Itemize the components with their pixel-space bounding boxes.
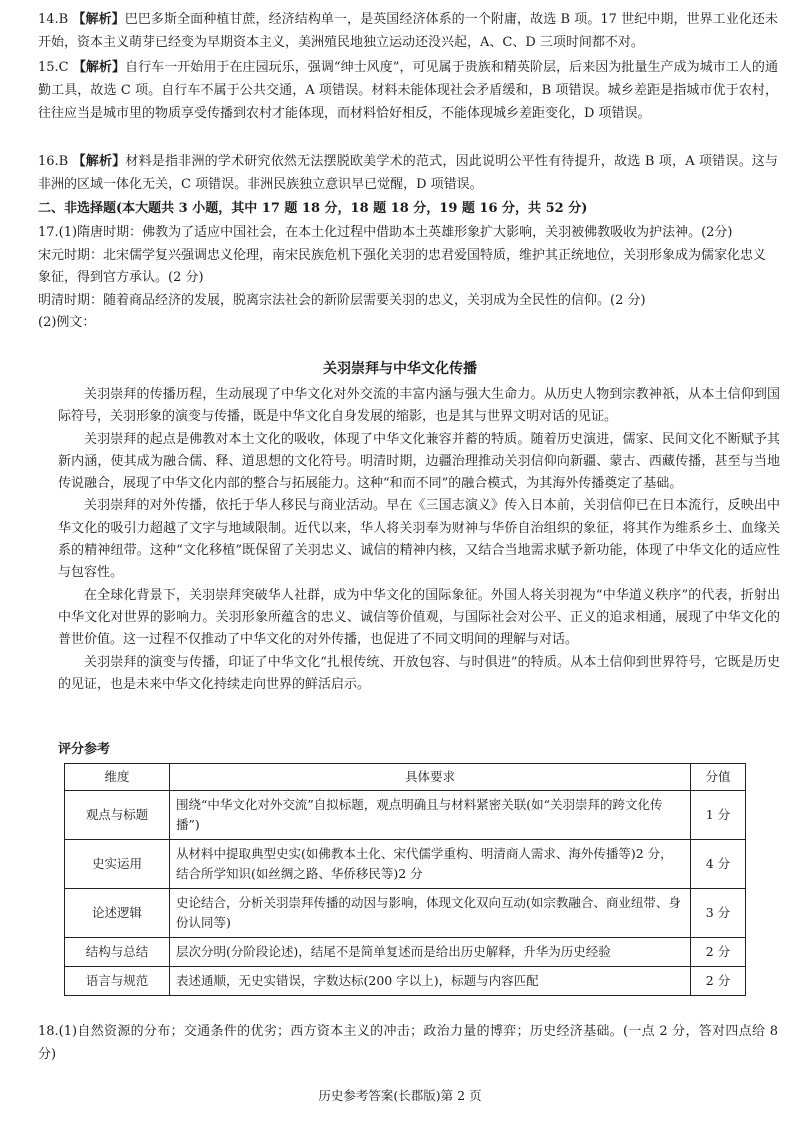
rubric-score: 2 分 (691, 967, 746, 996)
question-number: 14.B (38, 12, 69, 27)
question-number: 16.B (38, 154, 69, 169)
rubric-score: 2 分 (691, 938, 746, 967)
analysis-text: 巴巴多斯全面种植甘蔗，经济结构单一，是英国经济体系的一个附庸，故选 B 项。17 世纪中期，世界工业化还未开始，资本主义萌芽已经变为早期资本主义，美洲殖民地独立运动还没兴起，A、C、D 三项时间都不对。 (38, 12, 778, 50)
essay-body (58, 384, 780, 696)
question-number: 15.C (38, 60, 69, 75)
header-dimension: 维度 (65, 764, 170, 791)
essay-paragraph: 关羽崇拜的对外传播，依托于华人移民与商业活动。早在《三国志演义》传入日本前，关羽信仰已在日本流行，反映出中华文化的吸引力超越了文字与地域限制。近代以来，华人将关羽奉为财神与华侨自治组织的象征，将其作为维系乡土、血缘关系的精神纽带。这种“文化移植”既保留了关羽忠义、诚信的精神内核，又结合当地需求赋予新功能，体现了中华文化的适应性与包容性。 (58, 498, 780, 581)
section-heading-non-choice: 二、非选择题(本大题共 3 小题，其中 17 题 18 分，18 题 18 分，19 题 16 分，共 52 分) (38, 201, 588, 216)
essay-paragraph: 关羽崇拜的起点是佛教对本土文化的吸收，体现了中华文化兼容并蓄的特质。随着历史演进，儒家、民间文化不断赋予其新内涵，使其成为融合儒、释、道思想的文化符号。明清时期，边疆治理推动关羽信仰向新疆、蒙古、西藏传播，甚至与当地传说融合，展现了中华文化内部的整合与拓展能力。这种“和而不同”的融合模式，为其海外传播奠定了基础。 (58, 431, 780, 492)
rubric-heading: 评分参考 (58, 742, 111, 757)
rubric-dimension: 观点与标题 (65, 791, 170, 840)
rubric-table (64, 763, 746, 996)
table-row (65, 840, 746, 889)
rubric-requirement: 围绕“中华文化对外交流”自拟标题，观点明确且与材料紧密关联(如“关羽崇拜的跨文化传播”) (170, 791, 691, 840)
table-row (65, 938, 746, 967)
analysis-label: 【解析】 (72, 12, 125, 27)
q17-part2-label: (2)例文： (38, 315, 96, 330)
rubric-score: 4 分 (691, 840, 746, 889)
header-score: 分值 (691, 764, 746, 791)
analysis-label: 【解析】 (72, 60, 126, 75)
essay-paragraph: 关羽崇拜的演变与传播，印证了中华文化“扎根传统、开放包容、与时俱进”的特质。从本土信仰到世界符号，它既是历史的见证，也是未来中华文化持续走向世界的鲜活启示。 (58, 654, 780, 692)
rubric-requirement: 史论结合，分析关羽崇拜传播的动因与影响，体现文化双向互动(如宗教融合、商业纽带、身份认同等) (170, 889, 691, 938)
rubric-header-row (65, 764, 746, 791)
answer-q17-part1 (38, 222, 778, 335)
rubric-dimension: 结构与总结 (65, 938, 170, 967)
rubric-score: 3 分 (691, 889, 746, 938)
q17-ming-qing: 明清时期：随着商品经济的发展，脱离宗法社会的新阶层需要关羽的忠义，关羽成为全民性的信仰。(2 分) (38, 292, 646, 308)
q18-text: 18.(1)自然资源的分布；交通条件的优劣；西方资本主义的冲击；政治力量的博弈；历史经济基础。(一点 2 分，答对四点给 8 分) (38, 1024, 778, 1062)
table-row (65, 889, 746, 938)
table-row (65, 791, 746, 840)
header-requirement: 具体要求 (170, 764, 691, 791)
q17-sui-tang: 17.(1)隋唐时期：佛教为了适应中国社会，在本土化过程中借助本土英雄形象扩大影响，关羽被佛教吸收为护法神。(2分) (38, 225, 733, 240)
rubric-requirement: 从材料中提取典型史实(如佛教本土化、宋代儒学重构、明清商人需求、海外传播等)2 分，结合所学知识(如丝绸之路、华侨移民等)2 分 (170, 840, 691, 889)
page-footer: 历史参考答案(长郡版)第 2 页 (318, 1088, 482, 1103)
rubric-score: 1 分 (691, 791, 746, 840)
essay-paragraph: 在全球化背景下，关羽崇拜突破华人社群，成为中华文化的国际象征。外国人将关羽视为“中华道义秩序”的代表，折射出中华文化对世界的影响力。关羽形象所蕴含的忠义、诚信等价值观，与国际社会对公平、正义的追求相通，展现了中华文化的普世价值。这一过程不仅推动了中华文化的对外传播，也促进了不同文明间的理解与对话。 (58, 587, 780, 648)
answer-q15 (38, 56, 778, 125)
analysis-text: 材料是指非洲的学术研究依然无法摆脱欧美学术的范式，因此说明公平性有待提升，故选 B 项，A 项错误。这与非洲的区域一体化无关，C 项错误。非洲民族独立意识早已觉醒，D 项错误。 (38, 154, 778, 192)
rubric-dimension: 史实运用 (65, 840, 170, 889)
rubric-requirement: 表述通顺，无史实错误，字数达标(200 字以上)，标题与内容匹配 (170, 967, 691, 996)
table-row (65, 967, 746, 996)
analysis-label: 【解析】 (72, 154, 126, 169)
essay-paragraph: 关羽崇拜的传播历程，生动展现了中华文化对外交流的丰富内涵与强大生命力。从历史人物到宗教神祇，从本土信仰到国际符号，关羽形象的演变与传播，既是中华文化自身发展的缩影，也是其与世界文明对话的见证。 (58, 387, 780, 425)
analysis-text: 自行车一开始用于在庄园玩乐，强调“绅士风度”，可见属于贵族和精英阶层，后来因为批量生产成为城市工人的通勤工具，故选 C 项。自行车不属于公共交通，A 项错误。材料未能体现社会矛盾缓和，B 项错误。城乡差距是指城市优于农村，往往应当是城市里的物质享受传播到农村才能体现，而材料恰好相反，不能体现城乡差距变化，D 项错误。 (38, 60, 778, 121)
essay-title: 关羽崇拜与中华文化传播 (323, 361, 477, 377)
q17-song-yuan: 宋元时期：北宋儒学复兴强调忠义伦理，南宋民族危机下强化关羽的忠君爱国特质，维护其正统地位，关羽形象成为儒家化忠义象征，得到官方承认。(2 分) (38, 247, 767, 285)
answer-q14 (38, 8, 778, 54)
rubric-requirement: 层次分明(分阶段论述)，结尾不是简单复述而是给出历史解释，升华为历史经验 (170, 938, 691, 967)
answer-q18 (38, 1020, 778, 1066)
rubric-dimension: 语言与规范 (65, 967, 170, 996)
answer-q16 (38, 150, 778, 196)
rubric-dimension: 论述逻辑 (65, 889, 170, 938)
